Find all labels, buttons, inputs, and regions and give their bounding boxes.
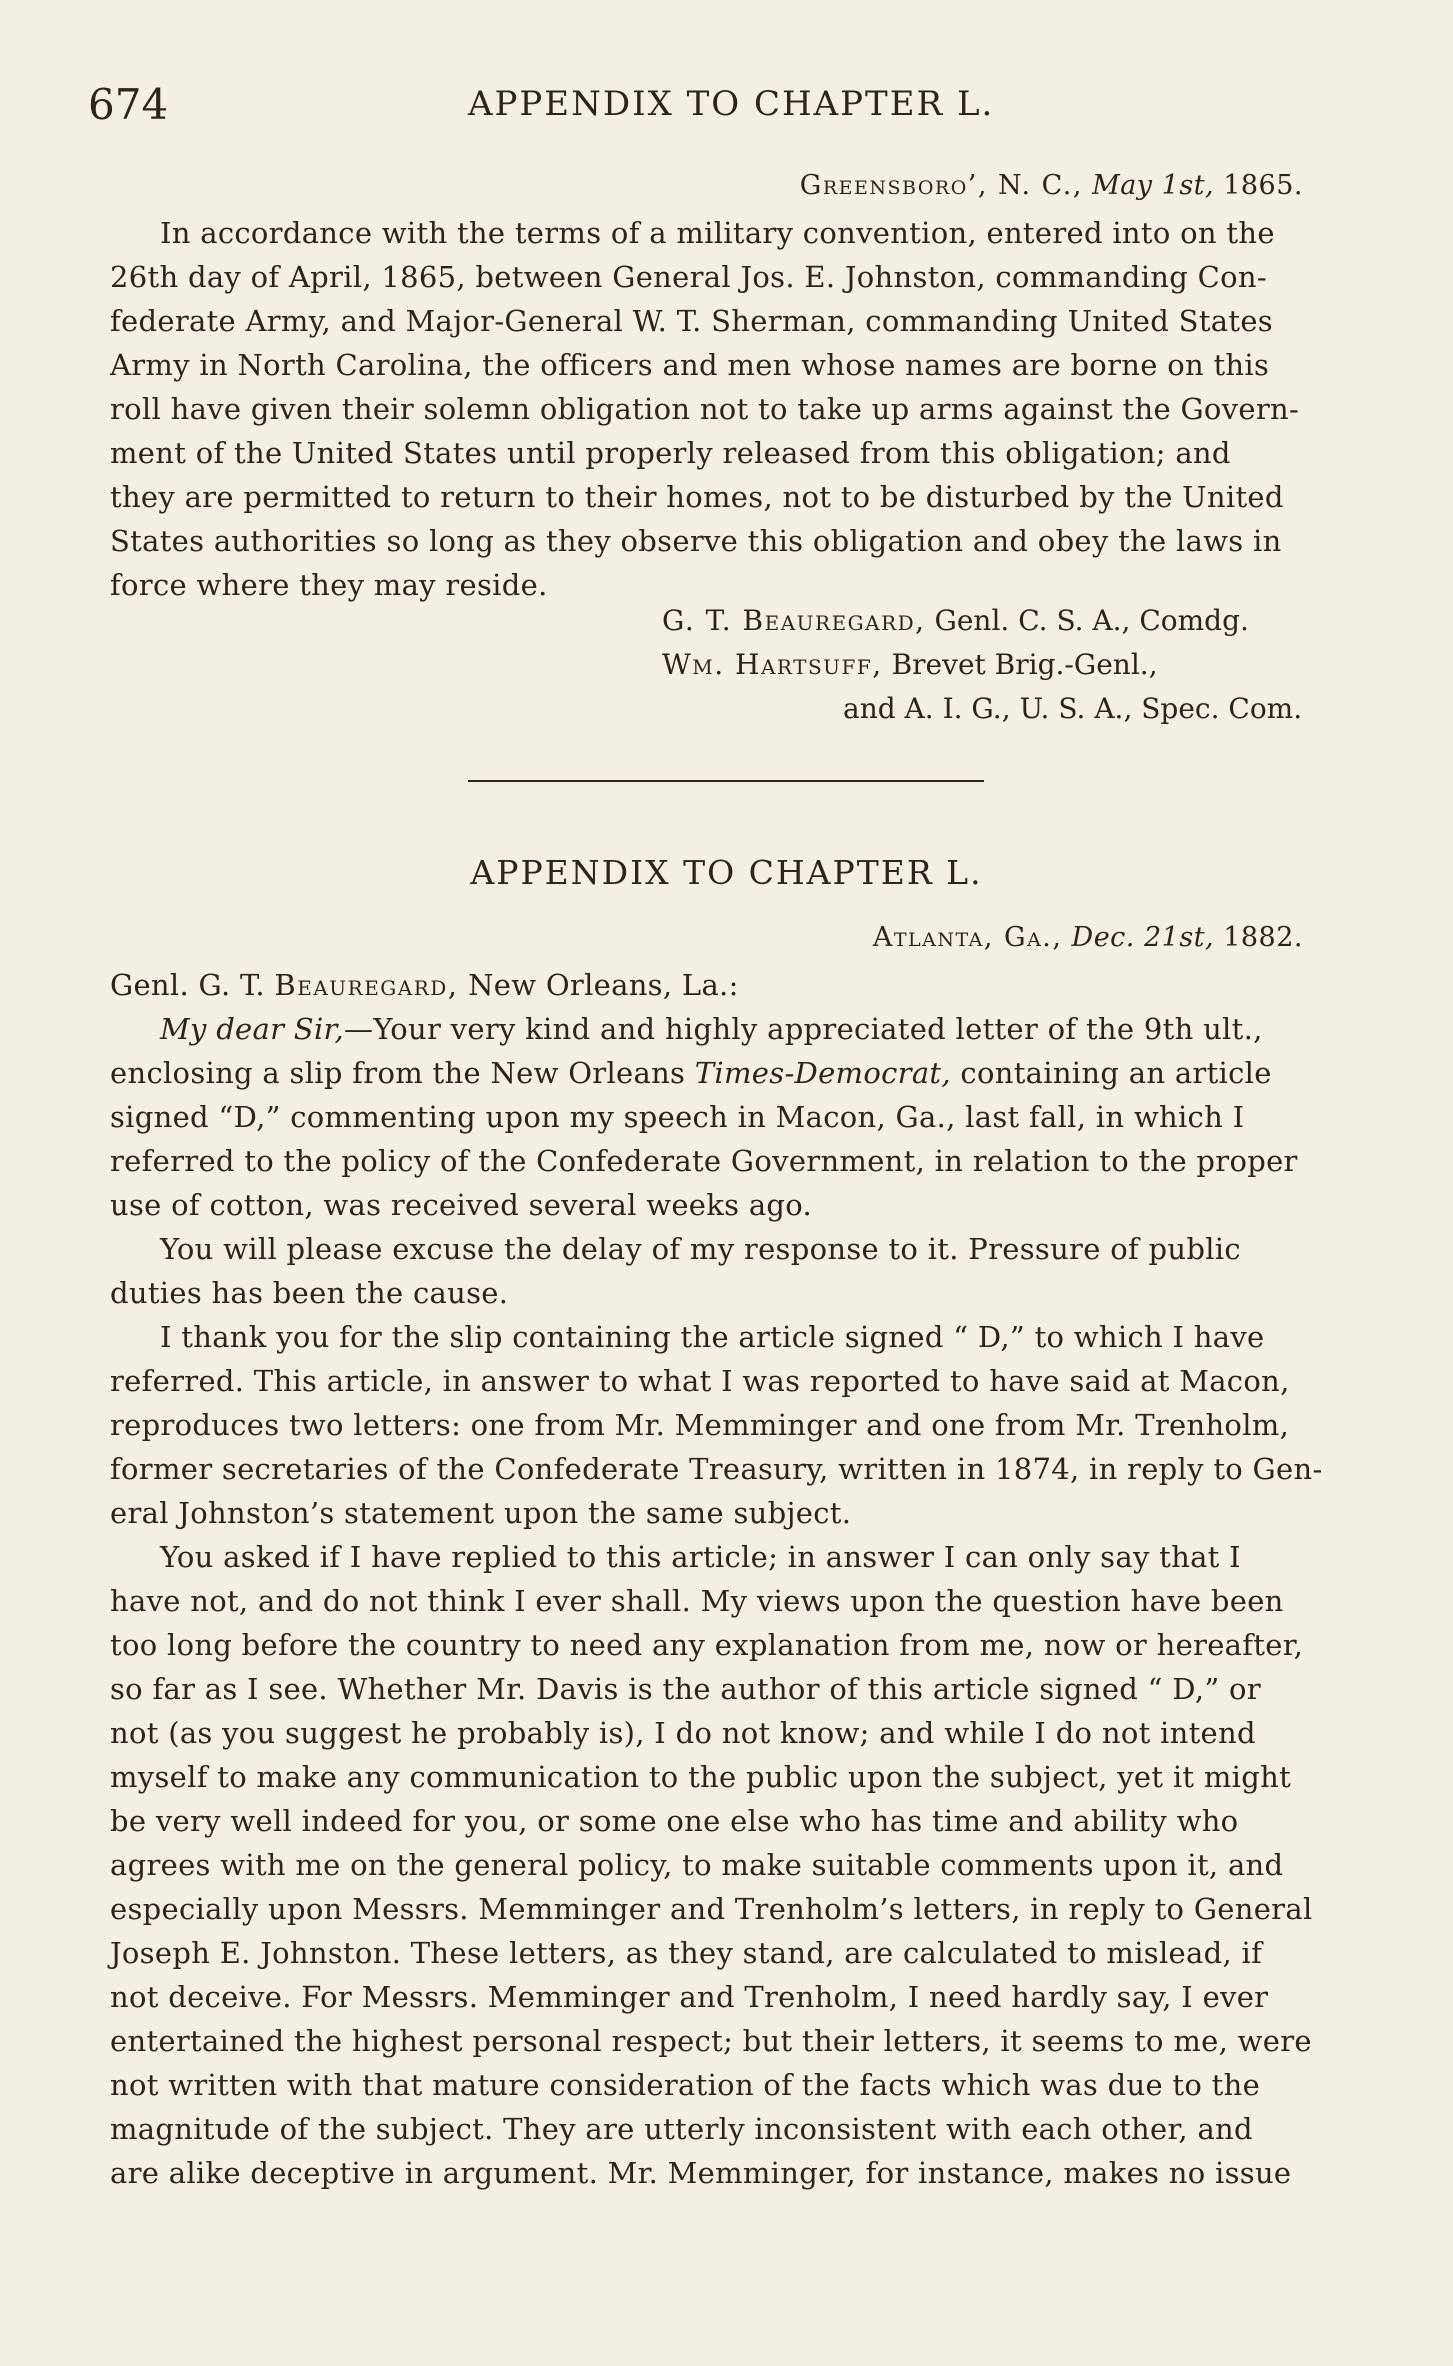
text-line: myself to make any communication to the public upon the subject, yet it might [110, 1760, 1292, 1794]
text-line: Army in North Carolina, the officers and men whose names are borne on this [110, 348, 1270, 382]
text-line: roll have given their solemn obligation not to take up arms against the Govern- [110, 392, 1300, 426]
text-line: not (as you suggest he probably is), I do not know; and while I do not intend [110, 1716, 1256, 1750]
text-line: use of cotton, was received several weeks ago. [110, 1188, 813, 1222]
text-line: entertained the highest personal respect; but their letters, it seems to me, were [110, 2024, 1312, 2058]
text-line: Joseph E. Johnston. These letters, as they stand, are calculated to mislead, if [110, 1936, 1263, 1970]
text-line: referred. This article, in answer to what I was reported to have said at Macon, [110, 1364, 1290, 1398]
text-line: referred to the policy of the Confederate Government, in relation to the proper [110, 1144, 1298, 1178]
text-line: You asked if I have replied to this article; in answer I can only say that I [160, 1540, 1241, 1574]
section-heading: APPENDIX TO CHAPTER L. [470, 853, 983, 892]
signature-title: and A. I. G., U. S. A., Spec. Com. [843, 692, 1303, 725]
text-line: reproduces two letters: one from Mr. Memminger and one from Mr. Trenholm, [110, 1408, 1290, 1442]
text-line: ment of the United States until properly released from this obligation; and [110, 436, 1231, 470]
page-number: 674 [88, 80, 169, 129]
text-line: 26th day of April, 1865, between General Jos. E. Johnston, commanding Con- [110, 260, 1267, 294]
text-line: federate Army, and Major-General W. T. Sherman, commanding United States [110, 304, 1273, 338]
text-line: force where they may reside. [110, 568, 548, 602]
dateline-atlanta: Atlanta, Ga., Dec. 21st, 1882. [872, 922, 1303, 953]
text-line: they are permitted to return to their homes, not to be disturbed by the United [110, 480, 1284, 514]
text-line: are alike deceptive in argument. Mr. Memminger, for instance, makes no issue [110, 2156, 1292, 2190]
text-line: be very well indeed for you, or some one else who has time and ability who [110, 1804, 1239, 1838]
text-line: eral Johnston’s statement upon the same subject. [110, 1496, 852, 1530]
signature-beauregard: G. T. Beauregard, Genl. C. S. A., Comdg. [662, 604, 1249, 637]
section-divider [468, 780, 984, 782]
signature-hartsuff: Wm. Hartsuff, Brevet Brig.-Genl., [662, 648, 1158, 681]
dateline-greensboro: Greensboro’, N. C., May 1st, 1865. [799, 170, 1303, 201]
addressee-line: Genl. G. T. Beauregard, New Orleans, La.: [110, 968, 739, 1002]
salutation: My dear Sir, [160, 1012, 345, 1046]
text-line: enclosing a slip from the New Orleans Times-Democrat, containing an article [110, 1056, 1272, 1090]
text-line: You will please excuse the delay of my response to it. Pressure of public [160, 1232, 1241, 1266]
text-line: I thank you for the slip containing the article signed “ D,” to which I have [160, 1320, 1265, 1354]
text-line: duties has been the cause. [110, 1276, 509, 1310]
text-line: agrees with me on the general policy, to make suitable comments upon it, and [110, 1848, 1284, 1882]
running-title: APPENDIX TO CHAPTER L. [468, 84, 995, 124]
text-line: not written with that mature consideration of the facts which was due to the [110, 2068, 1261, 2102]
text-line: signed “D,” commenting upon my speech in Macon, Ga., last fall, in which I [110, 1100, 1245, 1134]
text-line: In accordance with the terms of a military convention, entered into on the [160, 216, 1275, 250]
text-line: States authorities so long as they observe this obligation and obey the laws in [110, 524, 1282, 558]
text-line: too long before the country to need any explanation from me, now or hereafter, [110, 1628, 1304, 1662]
running-head [88, 80, 1333, 130]
salutation-line: My dear Sir,—Your very kind and highly appreciated letter of the 9th ult., [160, 1012, 1263, 1046]
text-line: especially upon Messrs. Memminger and Trenholm’s letters, in reply to General [110, 1892, 1313, 1926]
text-line: not deceive. For Messrs. Memminger and Trenholm, I need hardly say, I ever [110, 1980, 1269, 2014]
text-line: have not, and do not think I ever shall. My views upon the question have been [110, 1584, 1284, 1618]
text-line: former secretaries of the Confederate Treasury, written in 1874, in reply to Gen- [110, 1452, 1323, 1486]
text-line: magnitude of the subject. They are utterly inconsistent with each other, and [110, 2112, 1253, 2146]
text-line: so far as I see. Whether Mr. Davis is the author of this article signed “ D,” or [110, 1672, 1261, 1706]
